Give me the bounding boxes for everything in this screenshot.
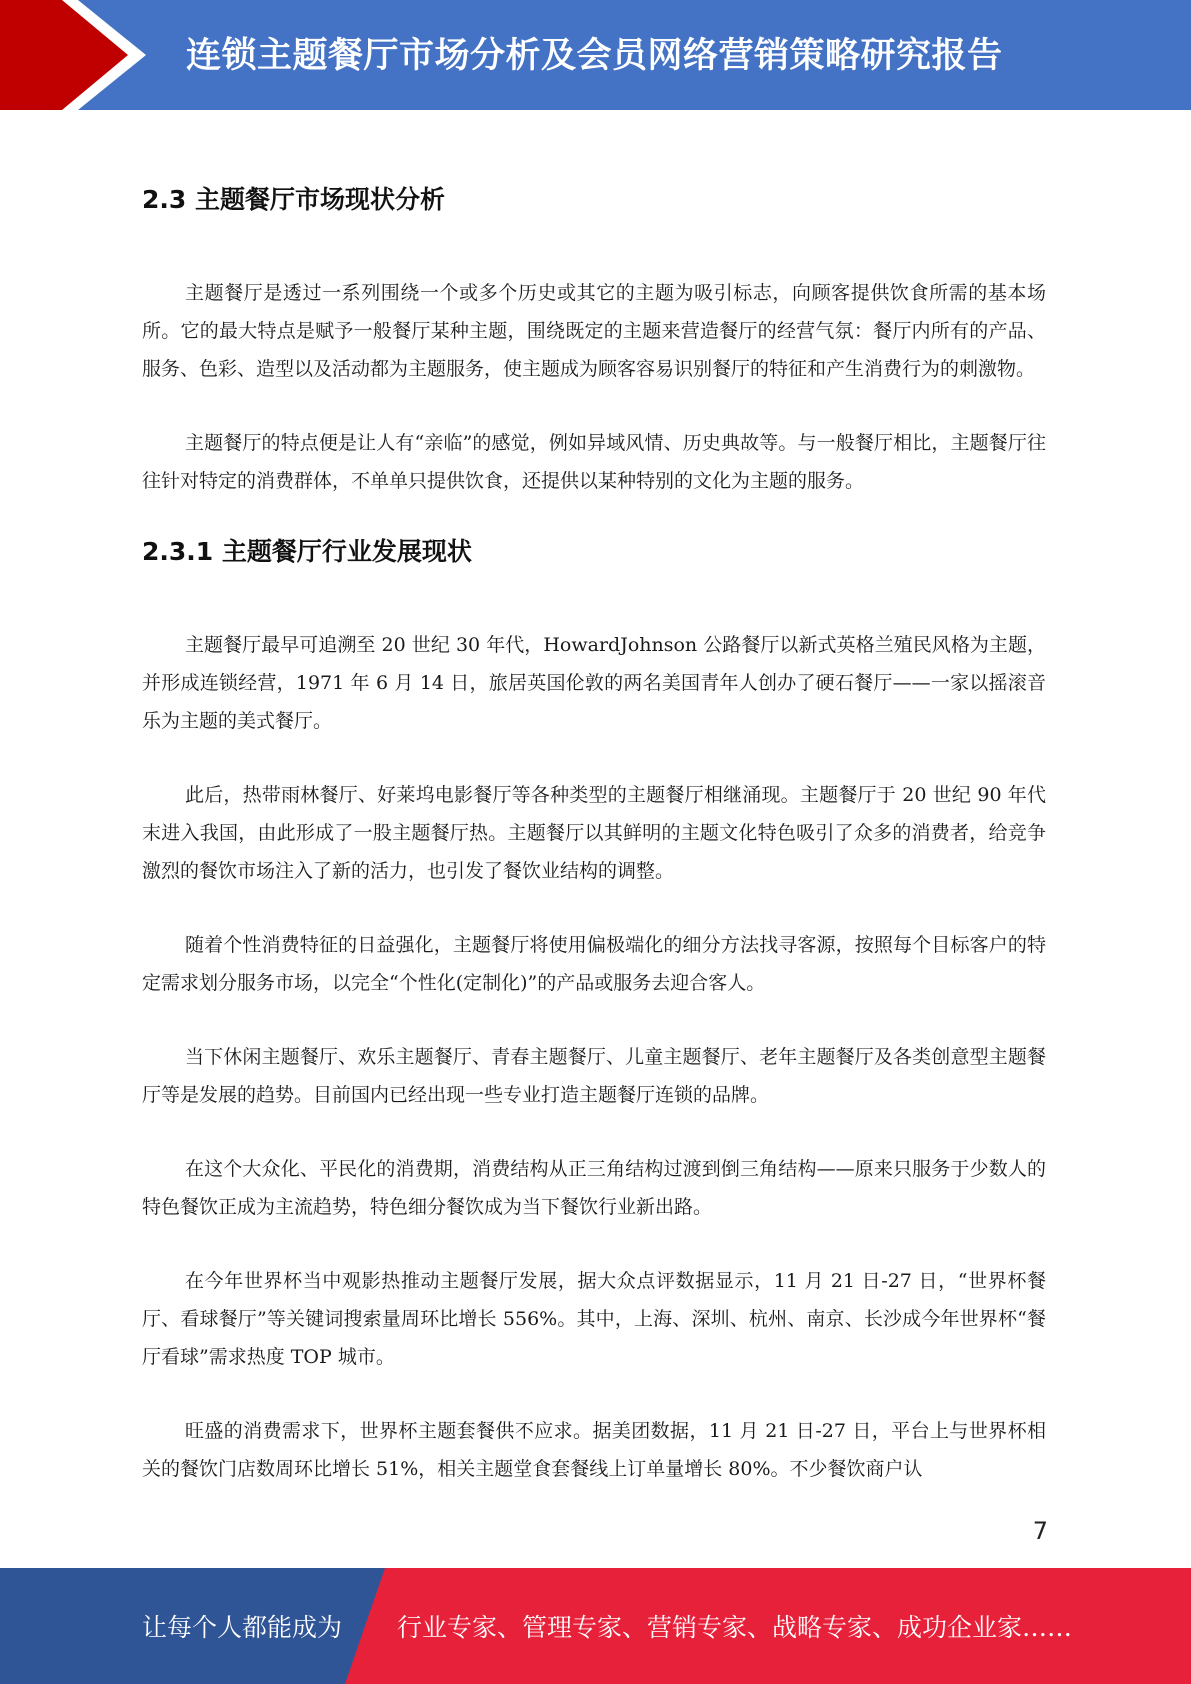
paragraph: 随着个性消费特征的日益强化，主题餐厅将使用偏极端化的细分方法找寻客源，按照每个目标客户的特定需求划分服务市场，以完全“个性化(定制化)”的产品或服务去迎合客人。 bbox=[142, 934, 1046, 994]
header-banner bbox=[0, 0, 1191, 110]
paragraph: 此后，热带雨林餐厅、好莱坞电影餐厅等各种类型的主题餐厅相继涌现。主题餐厅于 20 世纪 90 年代末进入我国，由此形成了一股主题餐厅热。主题餐厅以其鲜明的主题文化特色吸引了众多的消费者，给竞争激烈的餐饮市场注入了新的活力，也引发了餐饮业结构的调整。 bbox=[142, 784, 1046, 882]
paragraph: 主题餐厅是透过一系列围绕一个或多个历史或其它的主题为吸引标志，向顾客提供饮食所需的基本场所。它的最大特点是赋予一般餐厅某种主题，围绕既定的主题来营造餐厅的经营气氛：餐厅内所有的产品、服务、色彩、造型以及活动都为主题服务，使主题成为顾客容易识别餐厅的特征和产生消费行为的刺激物。 bbox=[142, 282, 1046, 380]
section-heading: 2.3 主题餐厅市场现状分析 bbox=[142, 185, 445, 214]
footer-banner bbox=[0, 1568, 1191, 1684]
paragraph: 主题餐厅最早可追溯至 20 世纪 30 年代，HowardJohnson 公路餐厅以新式英格兰殖民风格为主题，并形成连锁经营，1971 年 6 月 14 日，旅居英国伦敦的两名美国青年人创办了硬石餐厅——一家以摇滚音乐为主题的美式餐厅。 bbox=[142, 634, 1046, 732]
document-body bbox=[142, 180, 1046, 1488]
paragraph: 在今年世界杯当中观影热推动主题餐厅发展，据大众点评数据显示，11 月 21 日-27 日，“世界杯餐厅、看球餐厅”等关键词搜索量周环比增长 556%。其中，上海、深圳、杭州、南京、长沙成今年世界杯“餐厅看球”需求热度 TOP 城市。 bbox=[142, 1270, 1046, 1368]
report-title: 连锁主题餐厅市场分析及会员网络营销策略研究报告 bbox=[186, 36, 1003, 76]
paragraph: 当下休闲主题餐厅、欢乐主题餐厅、青春主题餐厅、儿童主题餐厅、老年主题餐厅及各类创意型主题餐厅等是发展的趋势。目前国内已经出现一些专业打造主题餐厅连锁的品牌。 bbox=[142, 1046, 1046, 1106]
footer-slogan-left: 让每个人都能成为 bbox=[142, 1613, 343, 1642]
paragraph: 主题餐厅的特点便是让人有“亲临”的感觉，例如异域风情、历史典故等。与一般餐厅相比，主题餐厅往往针对特定的消费群体，不单单只提供饮食，还提供以某种特别的文化为主题的服务。 bbox=[142, 432, 1046, 492]
footer-slogan-right: 行业专家、管理专家、营销专家、战略专家、成功企业家…… bbox=[397, 1613, 1073, 1642]
page-number: 7 bbox=[1032, 1517, 1048, 1545]
subsection-heading: 2.3.1 主题餐厅行业发展现状 bbox=[142, 537, 472, 566]
paragraph: 在这个大众化、平民化的消费期，消费结构从正三角结构过渡到倒三角结构——原来只服务于少数人的特色餐饮正成为主流趋势，特色细分餐饮成为当下餐饮行业新出路。 bbox=[142, 1158, 1046, 1218]
paragraph: 旺盛的消费需求下，世界杯主题套餐供不应求。据美团数据，11 月 21 日-27 日，平台上与世界杯相关的餐饮门店数周环比增长 51%，相关主题堂食套餐线上订单量增长 80%。不少餐饮商户认 bbox=[142, 1420, 1046, 1480]
header-chevron-graphic bbox=[0, 0, 160, 110]
